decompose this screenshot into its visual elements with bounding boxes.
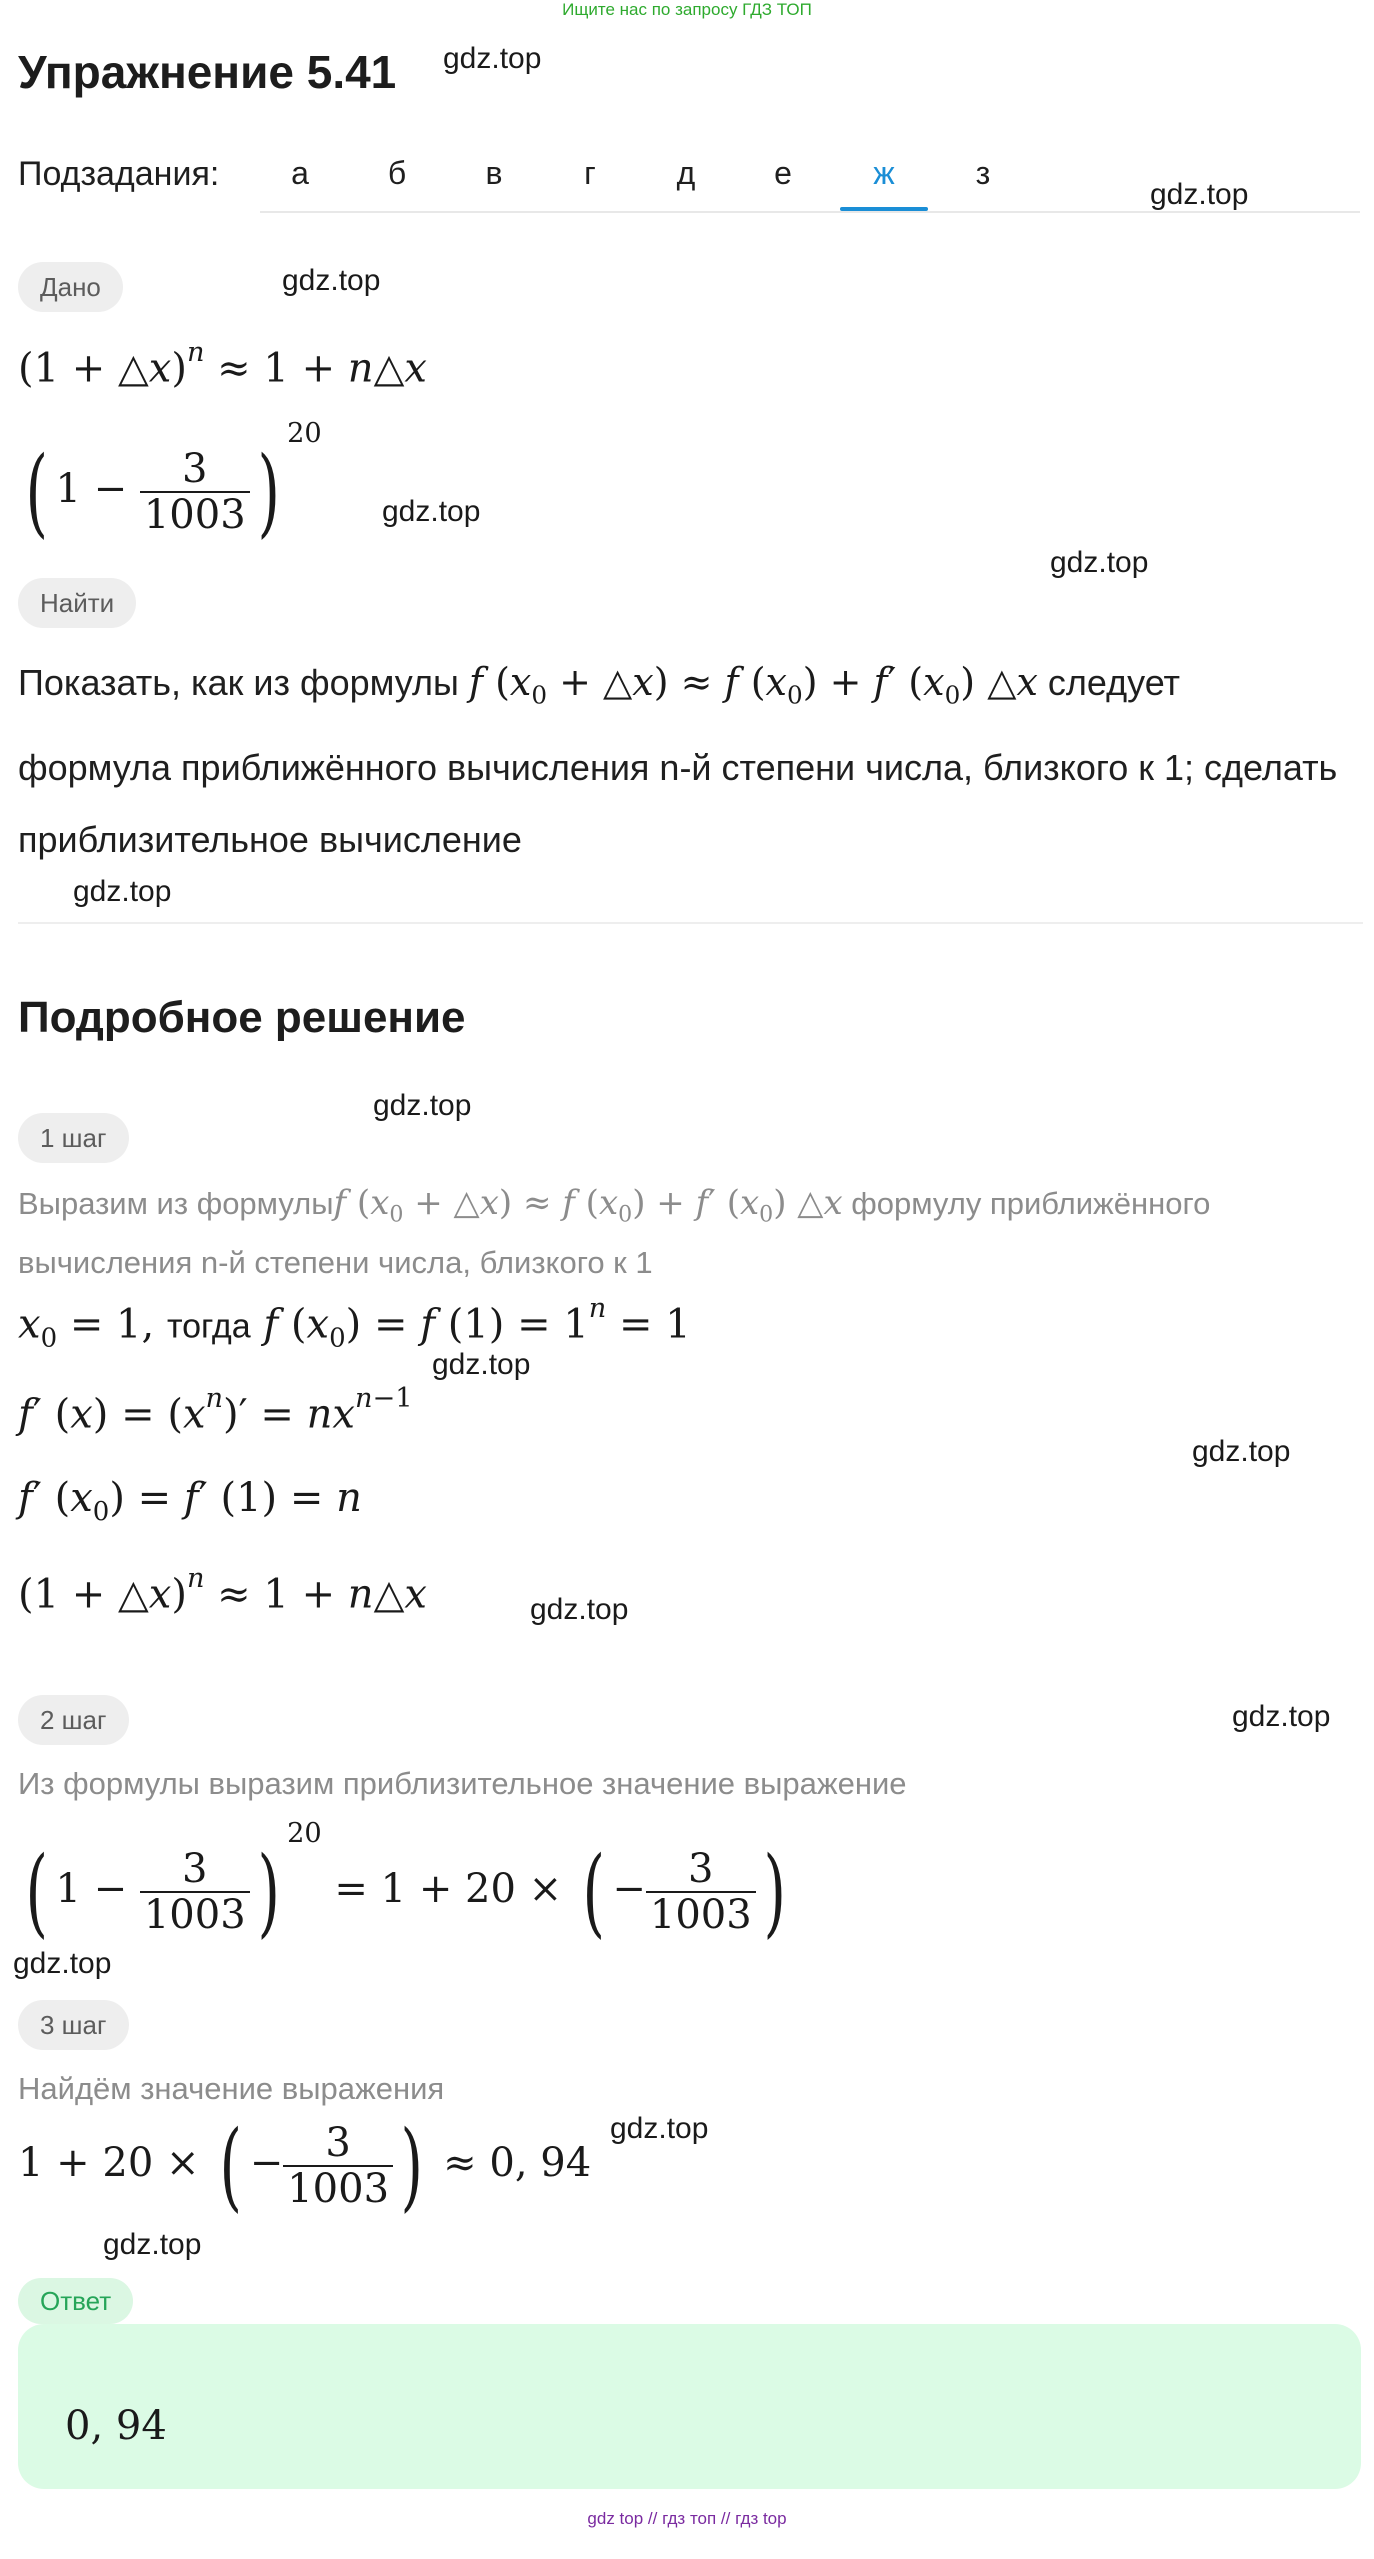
section-divider: [18, 922, 1363, 924]
step-3-badge: 3 шаг: [18, 2000, 129, 2050]
step-2-badge: 2 шаг: [18, 1695, 129, 1745]
watermark: gdz.top: [1050, 546, 1149, 579]
step-1-badge: 1 шаг: [18, 1113, 129, 1163]
tabs-divider: [260, 211, 1360, 213]
watermark: gdz.top: [103, 2228, 202, 2261]
page-title: Упражнение 5.41: [18, 46, 397, 98]
given-formula-2: ( 1 − $\frac{3}{1003}$ )$^{20}$: [25, 418, 322, 548]
tab-b[interactable]: б: [387, 155, 407, 191]
step-1-text-end: формулу приближённого: [851, 1186, 1211, 1221]
step-3-text: Найдём значение выражения: [18, 2071, 445, 2106]
tab-e[interactable]: е: [774, 155, 792, 191]
watermark: gdz.top: [1232, 1700, 1331, 1733]
watermark: gdz.top: [382, 495, 481, 528]
step-1-line-3: f′ $(x_0) = f'$ (1) = n: [18, 1475, 362, 1528]
step-1-text-start: Выразим из формулы: [18, 1186, 334, 1221]
watermark: gdz.top: [13, 1947, 112, 1980]
tab-v[interactable]: в: [485, 155, 503, 191]
given-badge: Дано: [18, 262, 123, 312]
watermark: gdz.top: [1150, 178, 1249, 211]
solution-title: Подробное решение: [18, 993, 466, 1042]
active-tab-indicator: [840, 207, 928, 211]
step-2-text: Из формулы выразим приблизительное значение выражение: [18, 1766, 907, 1801]
tab-a[interactable]: а: [291, 155, 309, 191]
watermark: gdz.top: [610, 2112, 709, 2145]
find-text: [18, 646, 1363, 876]
tab-zh[interactable]: ж: [873, 155, 895, 191]
find-text-line3: приблизительное вычисление: [18, 818, 522, 860]
step-2-formula: ( 1 − $\frac{3}{1003}$ )$^{20}$ = 1 + 20 × ( − $\frac{3}{1003}$ ): [25, 1818, 786, 1948]
watermark: gdz.top: [282, 264, 381, 297]
find-text-start: Показать, как из формулы: [18, 662, 459, 703]
footer-links[interactable]: gdz top // гдз топ // гдз top: [587, 2509, 787, 2528]
watermark: gdz.top: [373, 1089, 472, 1122]
step-1-text: [18, 1180, 1210, 1286]
answer-box: [18, 2324, 1361, 2489]
watermark: gdz.top: [443, 42, 542, 75]
find-badge: Найти: [18, 578, 136, 628]
step-1-line-2: f′ $(x) = (x^n)' = nx^{n-1}$: [18, 1383, 413, 1438]
watermark: gdz.top: [73, 875, 172, 908]
answer-value: 0, 94: [65, 2403, 167, 2449]
subtasks-label: Подзадания:: [18, 155, 220, 193]
step-3-formula: 1 + 20 × ( − $\frac{3}{1003}$ ) ≈ 0, 94: [18, 2110, 592, 2222]
watermark: gdz.top: [530, 1593, 629, 1626]
then-word: тогда: [166, 1307, 251, 1346]
step-1-formula: f ($x_0$ + △x) ≈ f $(x_0) + f'$ $(x_0)$ △x: [333, 1183, 843, 1228]
given-formula-1: (1 + △x)$^n$ ≈ 1 + n△x: [18, 337, 427, 392]
answer-badge: Ответ: [18, 2278, 133, 2324]
derivative-formula: f ($x_0$ + △x) ≈ f $(x_0) + f'$ $(x_0)$ △x: [468, 660, 1038, 710]
tab-z[interactable]: з: [975, 155, 991, 191]
step-1-text-line2: вычисления n-й степени числа, близкого к 1: [18, 1244, 653, 1280]
tab-g[interactable]: г: [584, 155, 596, 191]
find-text-line2: формула приближённого вычисления n-й степени числа, близкого к 1; сделать: [18, 746, 1338, 788]
find-text-end: следует: [1047, 662, 1181, 703]
watermark: gdz.top: [432, 1348, 531, 1381]
step-1-line-4: (1 + △x)$^n$ ≈ 1 + n△x: [18, 1563, 427, 1618]
tab-d[interactable]: д: [676, 155, 696, 191]
top-note: Ищите нас по запросу ГДЗ ТОП: [562, 0, 812, 19]
step-1-line-1: $x_0 = 1$, тогда f $(x_0) = f$ $(1) = 1^n = 1$: [18, 1293, 691, 1354]
watermark: gdz.top: [1192, 1435, 1291, 1468]
